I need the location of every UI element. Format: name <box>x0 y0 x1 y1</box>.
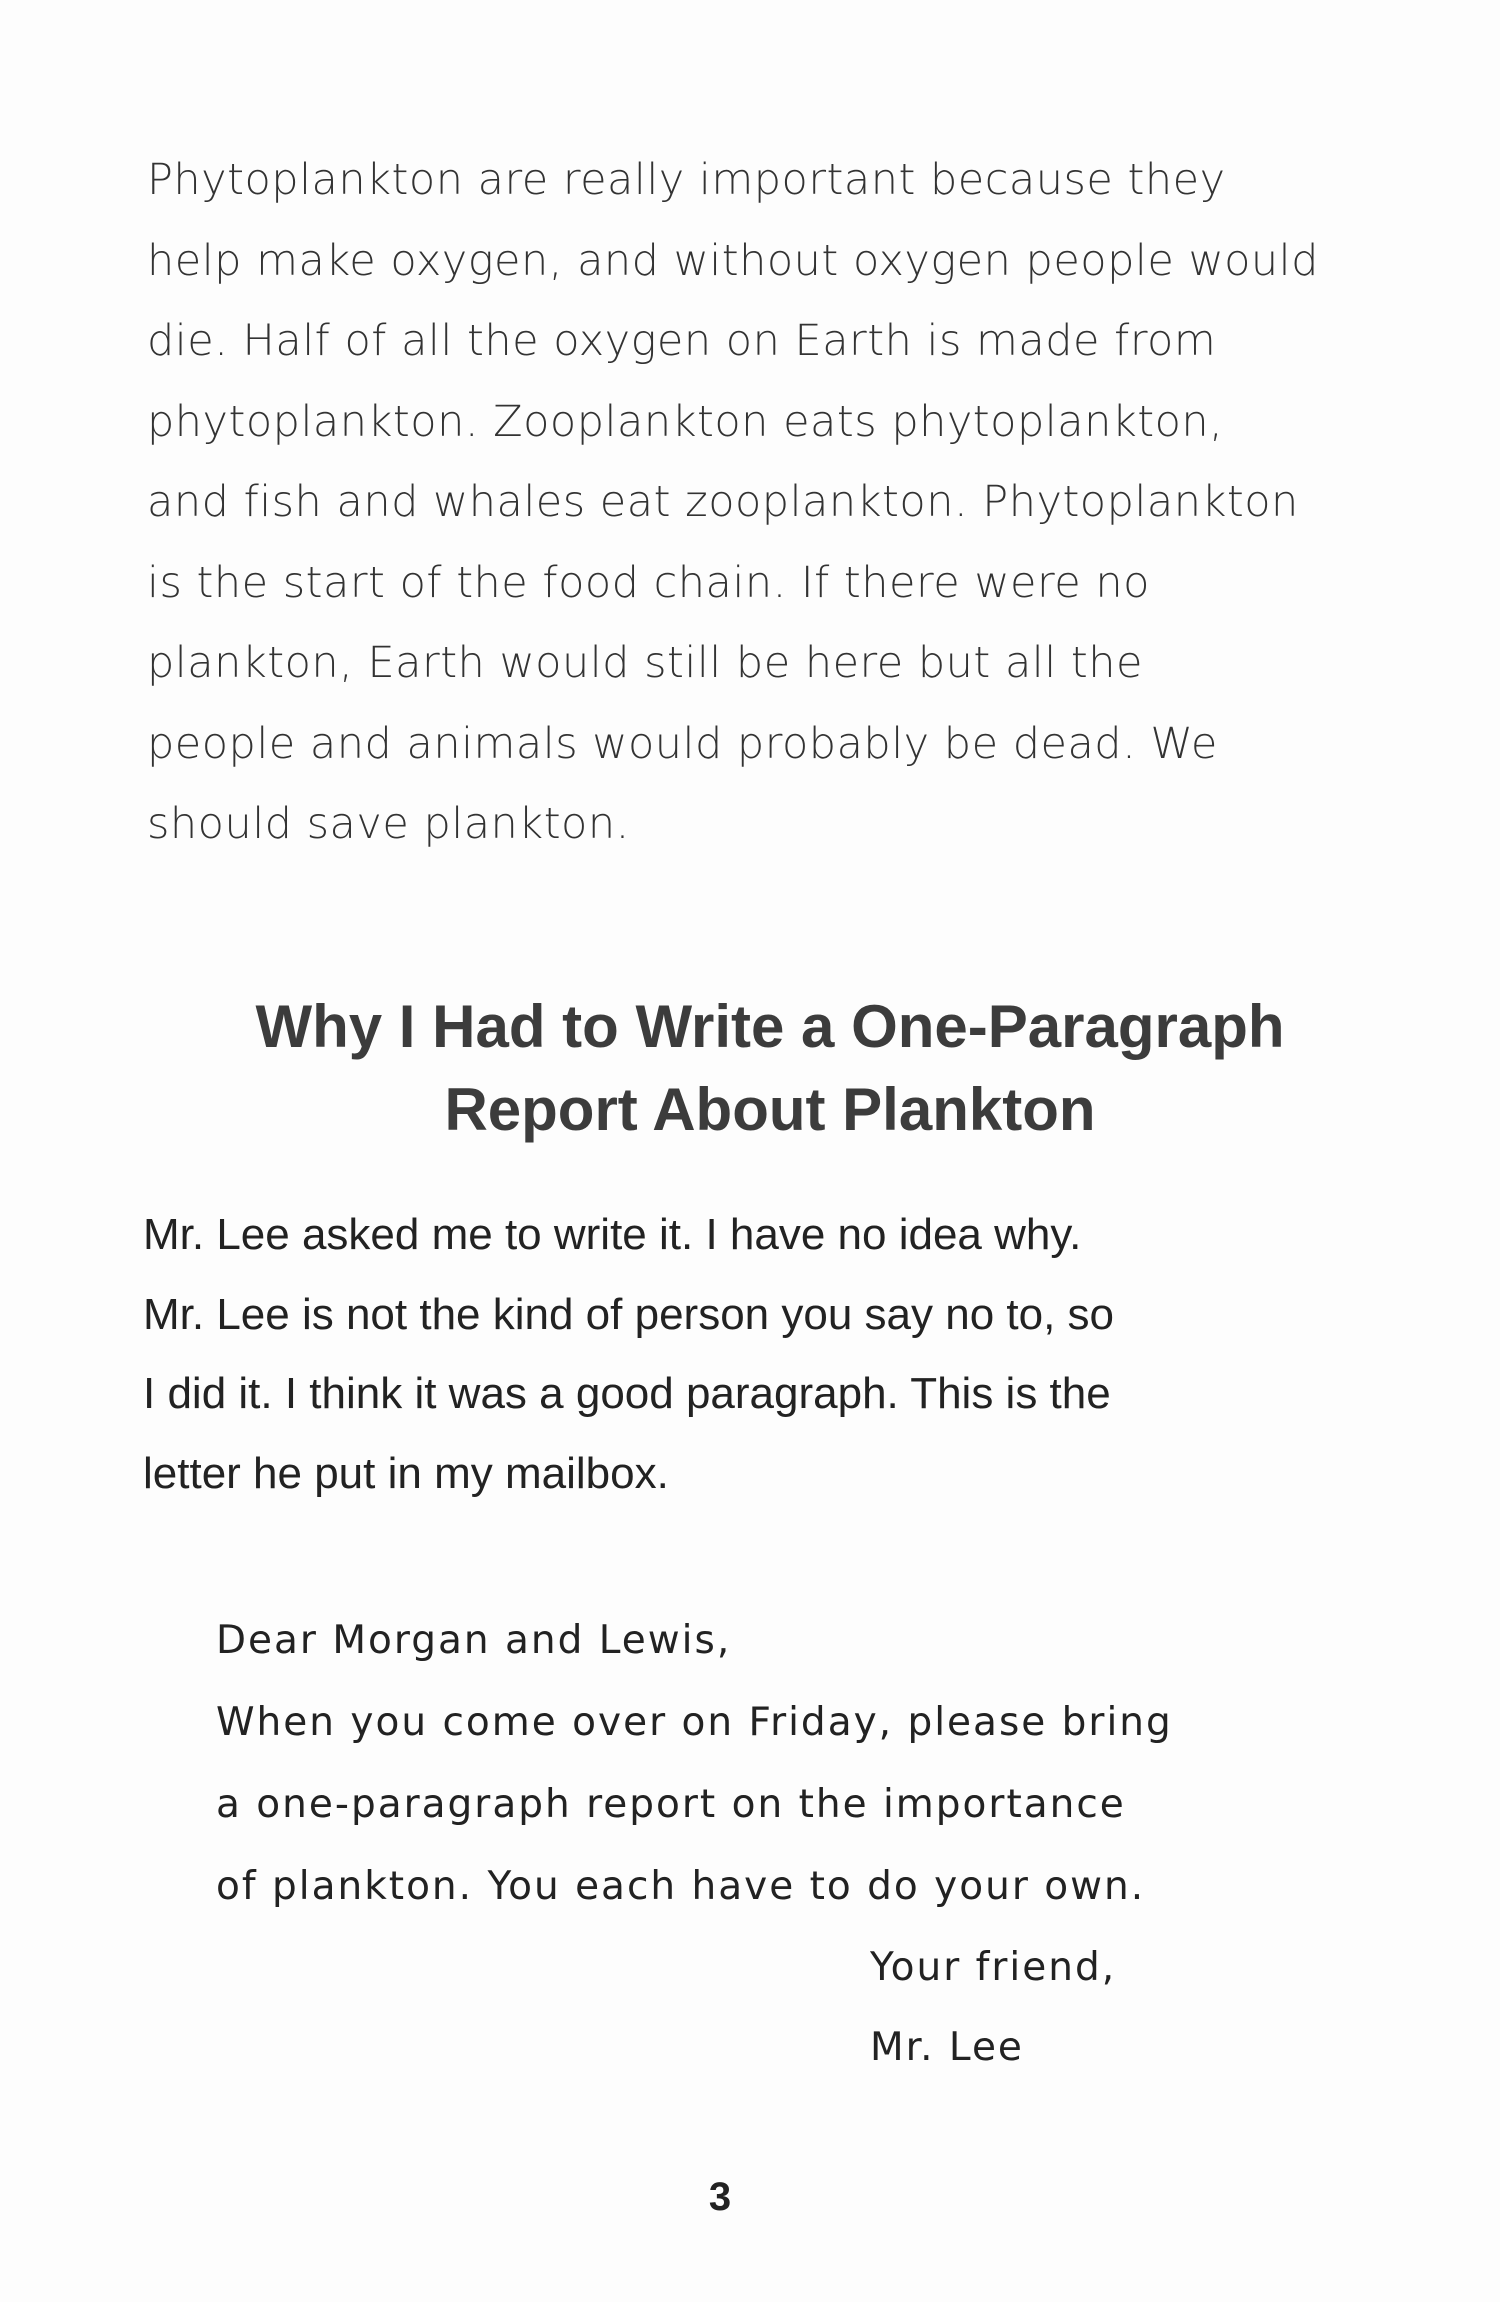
letter-body-line: a one-paragraph report on the importance <box>216 1782 1126 1827</box>
page-number: 3 <box>708 2175 732 2219</box>
narration-paragraph <box>143 1195 1373 1513</box>
plankton-report-paragraph: Phytoplankton are really important because they help make oxygen, and without oxygen people would die. Half of all the oxygen on Earth is made from phytoplankton. Zooplankton eats phytoplankton, and fish and whales eat zooplankton. Phytoplankton is the start of the food chain. If there were no plankton, Earth would still be here but all the people and animals would probably be dead. We should save plankton. <box>147 155 1319 849</box>
narration-line: I did it. I think it was a good paragraph. This is the <box>143 1369 1111 1418</box>
narration-line: Mr. Lee is not the kind of person you say no to, so <box>143 1289 1115 1339</box>
letter-closing: Your friend, <box>870 1945 1117 1990</box>
letter-body-line: of plankton. You each have to do your own. <box>216 1864 1146 1909</box>
handwritten-letter <box>216 1600 1366 2088</box>
narration-line: Mr. Lee asked me to write it. I have no idea why. <box>143 1210 1082 1259</box>
letter-body-line: When you come over on Friday, please bring <box>216 1700 1173 1745</box>
narration-line: letter he put in my mailbox. <box>143 1448 669 1498</box>
letter-signature: Mr. Lee <box>870 2025 1024 2070</box>
section-heading-line-2: Report About Plankton <box>444 1076 1096 1143</box>
section-heading-line-1: Why I Had to Write a One-Paragraph <box>255 993 1285 1060</box>
section-heading <box>120 985 1420 1151</box>
letter-greeting: Dear Morgan and Lewis, <box>216 1618 732 1663</box>
